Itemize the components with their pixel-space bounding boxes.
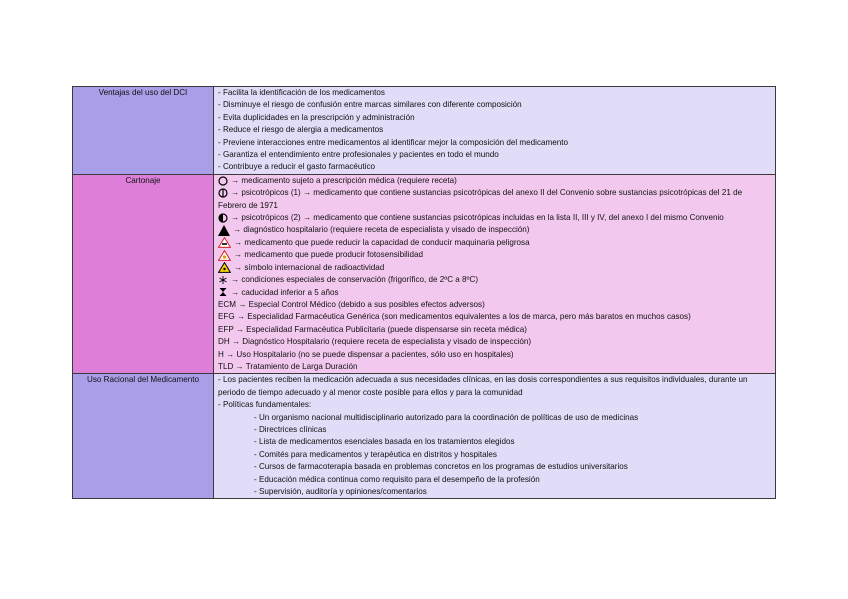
symbol-text: → medicamento que puede producir fotosensibilidad	[234, 250, 423, 260]
symbol-item	[218, 237, 772, 249]
sun-warning-icon	[218, 250, 231, 261]
list-item: - Facilita la identificación de los medicamentos	[218, 88, 385, 97]
abbreviation-item: TLD → Tratamiento de Larga Duración	[218, 361, 358, 371]
symbol-item	[218, 212, 772, 224]
row-uso-racional	[73, 374, 776, 499]
list-item: - Directrices clínicas	[254, 424, 327, 434]
list-item: - Contribuye a reducir el gasto farmacéutico	[218, 162, 376, 172]
symbol-item	[218, 274, 772, 286]
symbol-item	[218, 262, 772, 274]
row-label-uso-racional: Uso Racional del Medicamento	[73, 374, 214, 499]
abbreviation-item: H → Uso Hospitalario (no se puede dispensar a pacientes, sólo uso en hospitales)	[218, 349, 514, 359]
row-content-dci	[214, 87, 776, 175]
row-content-uso-racional	[214, 374, 776, 499]
symbol-item	[218, 187, 772, 212]
row-content-cartonaje	[214, 174, 776, 374]
symbol-item	[218, 175, 772, 187]
list-item: - Disminuye el riesgo de confusión entre marcas similares con diferente composición	[218, 100, 522, 110]
symbol-text: → psicotrópicos (1) → medicamento que contiene sustancias psicotrópicas del anexo II del Convenio sobre sustancias psicotrópicas del 21 de Febrero de 1971	[218, 188, 743, 210]
abbreviation-item: ECM → Especial Control Médico (debido a sus posibles efectos adversos)	[218, 299, 485, 309]
snowflake-icon	[218, 275, 228, 285]
abbreviation-item: EFP → Especialidad Farmacéutica Publicitaria (puede dispensarse sin receta médica)	[218, 324, 527, 334]
list-item: - Cursos de farmacoterapia basada en problemas concretos en los programas de estudios universitarios	[254, 462, 628, 472]
row-label-cartonaje: Cartonaje	[73, 174, 214, 374]
symbol-text: → caducidad inferior a 5 años	[231, 287, 339, 297]
symbol-item	[218, 249, 772, 261]
list-item: - Un organismo nacional multidisciplinario autorizado para la coordinación de políticas de uso de medicinas	[254, 412, 639, 422]
list-item: - Educación médica continua como requisito para el desempeño de la profesión	[254, 474, 540, 484]
list-item: - Evita duplicidades en la prescripción y administración	[218, 112, 415, 122]
car-warning-icon	[218, 237, 231, 248]
symbol-text: → medicamento que puede reducir la capacidad de conducir maquinaria peligrosa	[234, 237, 530, 247]
circle-cross-icon	[218, 188, 228, 198]
symbol-item	[218, 287, 772, 299]
symbol-item	[218, 224, 772, 236]
symbol-text: → condiciones especiales de conservación (frigorífico, de 2ºC a 8ºC)	[231, 275, 479, 285]
intro-text: - Los pacientes reciben la medicación adecuada a sus necesidades clínicas, en las dosis correspondientes a sus requisitos individuales, durante un periodo de tiempo adecuado y al menor coste posible para ellos y para la comunidad	[218, 375, 748, 397]
radioactive-icon	[218, 262, 231, 273]
row-label-dci: Ventajas del uso del DCI	[73, 87, 214, 175]
list-item: - Supervisión, auditoría y opiniones/comentarios	[254, 487, 427, 496]
symbol-text: → psicotrópicos (2) → medicamento que contiene sustancias psicotrópicas incluidas en la lista II, III y IV, del anexo I del mismo Convenio	[231, 213, 724, 223]
list-item: - Lista de medicamentos esenciales basada en los tratamientos elegidos	[254, 437, 515, 447]
summary-table	[72, 86, 776, 499]
abbreviation-item: EFG → Especialidad Farmacéutica Genérica (son medicamentos equivalentes a los de marca, pero más baratos en muchos casos)	[218, 312, 691, 322]
circle-outline-icon	[218, 176, 228, 186]
abbreviation-item: DH → Diagnóstico Hospitalario (requiere receta de especialista y visado de inspección)	[218, 337, 532, 347]
row-cartonaje	[73, 174, 776, 374]
list-item: - Previene interacciones entre medicamentos al identificar mejor la composición del medicamento	[218, 137, 568, 147]
circle-half-icon	[218, 213, 228, 223]
symbol-text: → medicamento sujeto a prescripción médica (requiere receta)	[231, 175, 457, 185]
hourglass-icon	[218, 287, 228, 297]
symbol-text: → símbolo internacional de radioactividad	[234, 262, 385, 272]
symbol-text: → diagnóstico hospitalario (requiere receta de especialista y visado de inspección)	[233, 225, 530, 235]
list-item: - Garantiza el entendimiento entre profesionales y pacientes en todo el mundo	[218, 150, 499, 160]
policies-title: - Políticas fundamentales:	[218, 400, 312, 410]
list-item: - Reduce el riesgo de alergia a medicamentos	[218, 125, 384, 135]
list-item: - Comités para medicamentos y terapéutica en distritos y hospitales	[254, 449, 497, 459]
row-dci	[73, 87, 776, 175]
black-triangle-icon	[218, 225, 230, 236]
